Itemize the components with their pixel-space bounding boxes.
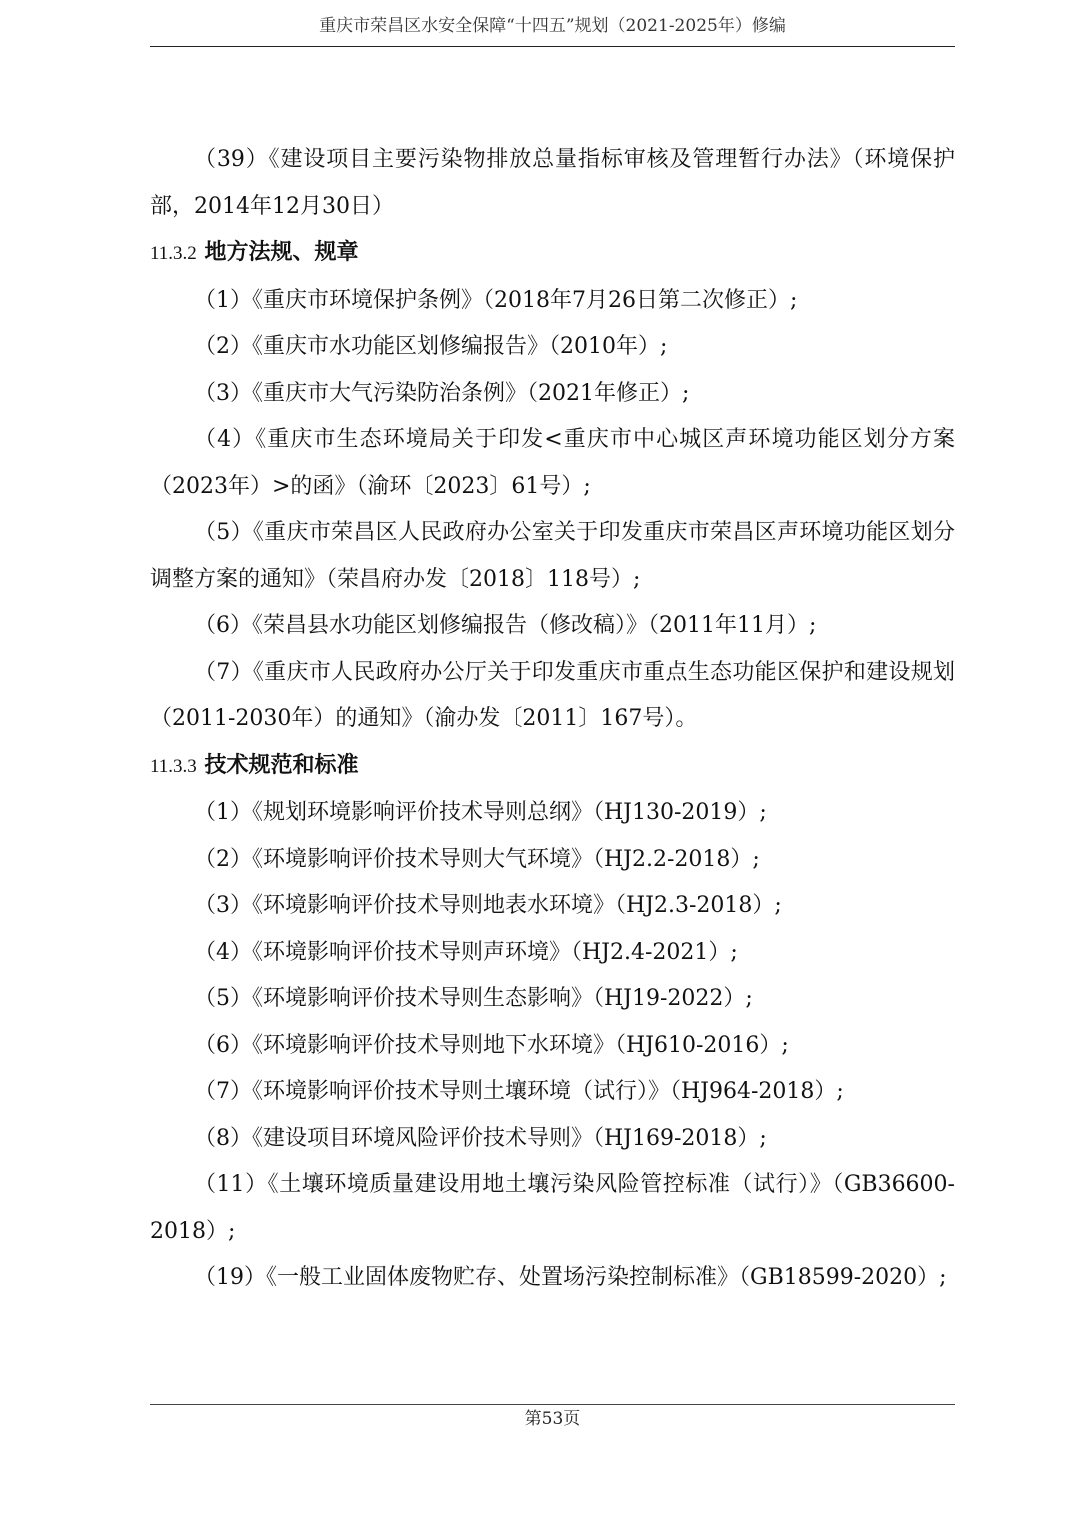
section-number: 11.3.2 — [150, 243, 197, 264]
list-item: （6）《荣昌县水功能区划修编报告（修改稿）》（2011年11月）; — [194, 613, 817, 638]
footer-divider — [150, 1404, 955, 1405]
list-item: （1）《重庆市环境保护条例》（2018年7月26日第二次修正）; — [194, 287, 798, 313]
list-item: （2）《环境影响评价技术导则大气环境》（HJ2.2-2018）; — [194, 846, 760, 872]
section-number: 11.3.3 — [150, 755, 197, 777]
page-header: 重庆市荣昌区水安全保障“十四五”规划（2021-2025年）修编 — [319, 16, 786, 36]
section-title: 地方法规、规章 — [204, 240, 359, 265]
list-item: （19）《一般工业固体废物贮存、处置场污染控制标准》（GB18599-2020）; — [194, 1265, 947, 1290]
list-item: （11）《土壤环境质量建设用地土壤污染风险管控标准（试行）》（GB36600-2018）; — [150, 1172, 955, 1244]
list-item: （3）《重庆市大气污染防治条例》（2021年修正）; — [194, 380, 690, 406]
section-heading-11-3-2 — [150, 230, 955, 278]
list-item: （5）《环境影响评价技术导则生态影响》（HJ19-2022）; — [194, 986, 753, 1011]
list-item: （7）《重庆市人民政府办公厅关于印发重庆市重点生态功能区保护和建设规划（2011-2030年）的通知》（渝办发〔2011〕167号）。 — [150, 659, 955, 731]
list-item: （4）《环境影响评价技术导则声环境》（HJ2.4-2021）; — [194, 939, 738, 965]
document-body — [150, 137, 955, 1302]
header-divider — [150, 46, 955, 47]
section-title: 技术规范和标准 — [204, 752, 359, 778]
list-item: （7）《环境影响评价技术导则土壤环境（试行）》（HJ964-2018）; — [194, 1079, 844, 1104]
list-item: （4）《重庆市生态环境局关于印发<重庆市中心城区声环境功能区划分方案（2023年）>的函》（渝环〔2023〕61号）; — [150, 427, 955, 499]
list-item: （2）《重庆市水功能区划修编报告》（2010年）; — [194, 334, 668, 359]
list-item: （5）《重庆市荣昌区人民政府办公室关于印发重庆市荣昌区声环境功能区划分调整方案的通知》（荣昌府办发〔2018〕118号）; — [150, 520, 955, 592]
list-item: （1）《规划环境影响评价技术导则总纲》（HJ130-2019）; — [194, 800, 767, 825]
list-item: （3）《环境影响评价技术导则地表水环境》（HJ2.3-2018）; — [194, 893, 782, 918]
list-item: （8）《建设项目环境风险评价技术导则》（HJ169-2018）; — [194, 1125, 767, 1151]
page-number: 第53页 — [524, 1409, 581, 1429]
list-item: （6）《环境影响评价技术导则地下水环境》（HJ610-2016）; — [194, 1032, 789, 1058]
section-heading-11-3-3 — [150, 743, 955, 791]
paragraph-39: （39）《建设项目主要污染物排放总量指标审核及管理暂行办法》（环境保护部，2014年12月30日） — [150, 147, 955, 219]
